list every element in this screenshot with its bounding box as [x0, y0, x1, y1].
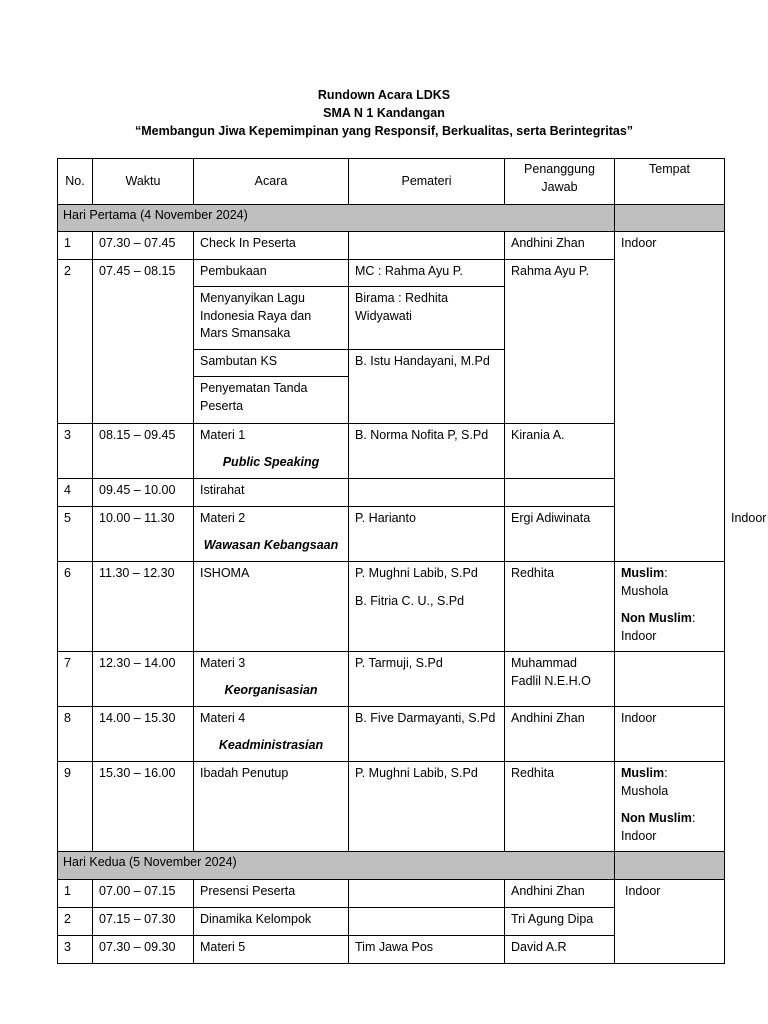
acara-topic: Public Speaking [222, 454, 320, 469]
cell-acara: Ibadah Penutup [194, 762, 349, 852]
cell-pemateri: P. Mughni Labib, S.Pd [349, 762, 505, 852]
cell-waktu: 14.00 – 15.30 [93, 707, 194, 762]
cell-pemateri: P. Tarmuji, S.Pd [349, 652, 505, 707]
event-theme: “Membangun Jiwa Kepemimpinan yang Responsif, Berkualitas, serta Berintegritas” [134, 124, 634, 138]
cell-pj: Redhita [505, 762, 615, 852]
tempat-muslim: Mushola [621, 583, 669, 598]
acara-title: Materi 1 [200, 428, 246, 442]
cell-no: 8 [58, 707, 93, 762]
cell-waktu: 10.00 – 11.30 [93, 507, 194, 562]
cell-pj: David A.R [505, 936, 615, 964]
cell-acara [194, 424, 349, 479]
cell-pj: Andhini Zhan [505, 707, 615, 762]
cell-pemateri: Birama : Redhita Widyawati [349, 287, 505, 350]
tempat-nonmuslim-label: Non Muslim [621, 811, 692, 825]
cell-waktu: 07.00 – 07.15 [93, 880, 194, 908]
acara-title: Materi 4 [200, 711, 246, 725]
day-label-blank [615, 205, 725, 232]
cell-acara [194, 707, 349, 762]
pemateri-2: B. Fitria C. U., S.Pd [355, 593, 465, 608]
rundown-table [57, 158, 767, 964]
day-label: Hari Kedua (5 November 2024) [58, 852, 615, 880]
cell-pemateri: B. Five Darmayanti, S.Pd [349, 707, 505, 762]
school-name: SMA N 1 Kandangan [323, 106, 445, 120]
cell-waktu: 07.30 – 07.45 [93, 232, 194, 260]
cell-no: 3 [58, 424, 93, 479]
cell-waktu: 07.45 – 08.15 [93, 260, 194, 424]
cell-pj: Andhini Zhan [505, 232, 615, 260]
acara-topic: Keorganisasian [224, 682, 318, 697]
cell-acara: Dinamika Kelompok [194, 908, 349, 936]
tempat-nonmuslim: Indoor [621, 628, 657, 643]
cell-pemateri [349, 479, 505, 507]
tempat-muslim-label: Muslim [621, 766, 665, 780]
cell-pemateri: MC : Rahma Ayu P. [349, 260, 505, 287]
cell-no: 9 [58, 762, 93, 852]
day-label-row [58, 205, 725, 232]
cell-pemateri: B. Istu Handayani, M.Pd [349, 350, 505, 424]
header-tempat: Tempat [615, 159, 725, 205]
cell-no: 5 [58, 507, 93, 562]
table-row [58, 652, 725, 707]
cell-no: 2 [58, 260, 93, 424]
acara-title: Materi 3 [200, 656, 246, 670]
tempat-nonmuslim: Indoor [621, 828, 657, 843]
cell-pemateri: B. Norma Nofita P, S.Pd [349, 424, 505, 479]
cell-tempat [615, 762, 725, 852]
cell-waktu: 07.15 – 07.30 [93, 908, 194, 936]
cell-waktu: 11.30 – 12.30 [93, 562, 194, 652]
cell-no: 1 [58, 232, 93, 260]
cell-tempat: Indoor [615, 707, 725, 762]
day-label-row [58, 852, 725, 880]
day-label: Hari Pertama (4 November 2024) [58, 205, 615, 232]
acara-title: Materi 2 [200, 511, 246, 525]
cell-tempat [615, 652, 725, 707]
tempat-nonmuslim-label: Non Muslim [621, 611, 692, 625]
cell-waktu: 07.30 – 09.30 [93, 936, 194, 964]
cell-pj: Redhita [505, 562, 615, 652]
cell-acara: Materi 5 [194, 936, 349, 964]
document-title-block [0, 86, 768, 140]
table-row: 5 10.00 – 11.30 Materi 2 Wawasan Kebangsaan P. Harianto Ergi Adiwinata Indoor [58, 507, 725, 562]
tempat-sep: : [691, 611, 696, 625]
header-no: No. [58, 159, 93, 205]
table-row [58, 707, 725, 762]
table-header-row [58, 159, 725, 205]
cell-acara: Presensi Peserta [194, 880, 349, 908]
cell-pj: Andhini Zhan [505, 880, 615, 908]
cell-no: 6 [58, 562, 93, 652]
cell-no: 4 [58, 479, 93, 507]
cell-acara: Istirahat [194, 479, 349, 507]
cell-waktu: 12.30 – 14.00 [93, 652, 194, 707]
tempat-muslim-label: Muslim [621, 566, 665, 580]
cell-pemateri: P. Harianto [349, 507, 505, 562]
tempat-sep: : [664, 566, 668, 580]
cell-waktu: 09.45 – 10.00 [93, 479, 194, 507]
cell-acara: Penyematan Tanda Peserta [194, 377, 349, 424]
cell-pemateri [349, 880, 505, 908]
cell-acara [194, 507, 349, 562]
day-label-blank [615, 852, 725, 880]
cell-waktu: 08.15 – 09.45 [93, 424, 194, 479]
cell-tempat [615, 562, 725, 652]
cell-pj: Kirania A. [505, 424, 615, 479]
tempat-sep: : [691, 811, 696, 825]
cell-no: 3 [58, 936, 93, 964]
tempat-muslim: Mushola [621, 783, 669, 798]
cell-no: 2 [58, 908, 93, 936]
cell-tempat: Indoor [615, 232, 725, 562]
cell-waktu: 15.30 – 16.00 [93, 762, 194, 852]
cell-acara: ISHOMA [194, 562, 349, 652]
cell-pj: Rahma Ayu P. [505, 260, 615, 424]
cell-pj [505, 479, 615, 507]
cell-pj: Tri Agung Dipa [505, 908, 615, 936]
cell-acara: Menyanyikan Lagu Indonesia Raya dan Mars Smansaka [194, 287, 349, 350]
cell-pemateri [349, 908, 505, 936]
cell-pemateri [349, 232, 505, 260]
header-acara: Acara [194, 159, 349, 205]
pemateri-1: P. Mughni Labib, S.Pd [355, 566, 478, 580]
table-row [58, 880, 725, 908]
cell-acara: Sambutan KS [194, 350, 349, 377]
table-row [58, 762, 725, 852]
cell-pemateri [349, 562, 505, 652]
header-penanggung-jawab: Penanggung Jawab [505, 159, 615, 205]
cell-acara: Check In Peserta [194, 232, 349, 260]
cell-pj: Ergi Adiwinata [505, 507, 615, 562]
cell-tempat: Indoor [615, 880, 725, 964]
tempat-sep: : [664, 766, 668, 780]
acara-topic: Wawasan Kebangsaan [203, 537, 339, 552]
header-pemateri: Pemateri [349, 159, 505, 205]
table-row [58, 232, 725, 260]
cell-no: 7 [58, 652, 93, 707]
cell-pemateri: Tim Jawa Pos [349, 936, 505, 964]
acara-topic: Keadministrasian [218, 737, 324, 752]
document-title: Rundown Acara LDKS [317, 88, 451, 102]
cell-acara [194, 652, 349, 707]
cell-no: 1 [58, 880, 93, 908]
header-waktu: Waktu [93, 159, 194, 205]
table-row [58, 562, 725, 652]
cell-acara: Pembukaan [194, 260, 349, 287]
cell-pj: Muhammad Fadlil N.E.H.O [505, 652, 615, 707]
